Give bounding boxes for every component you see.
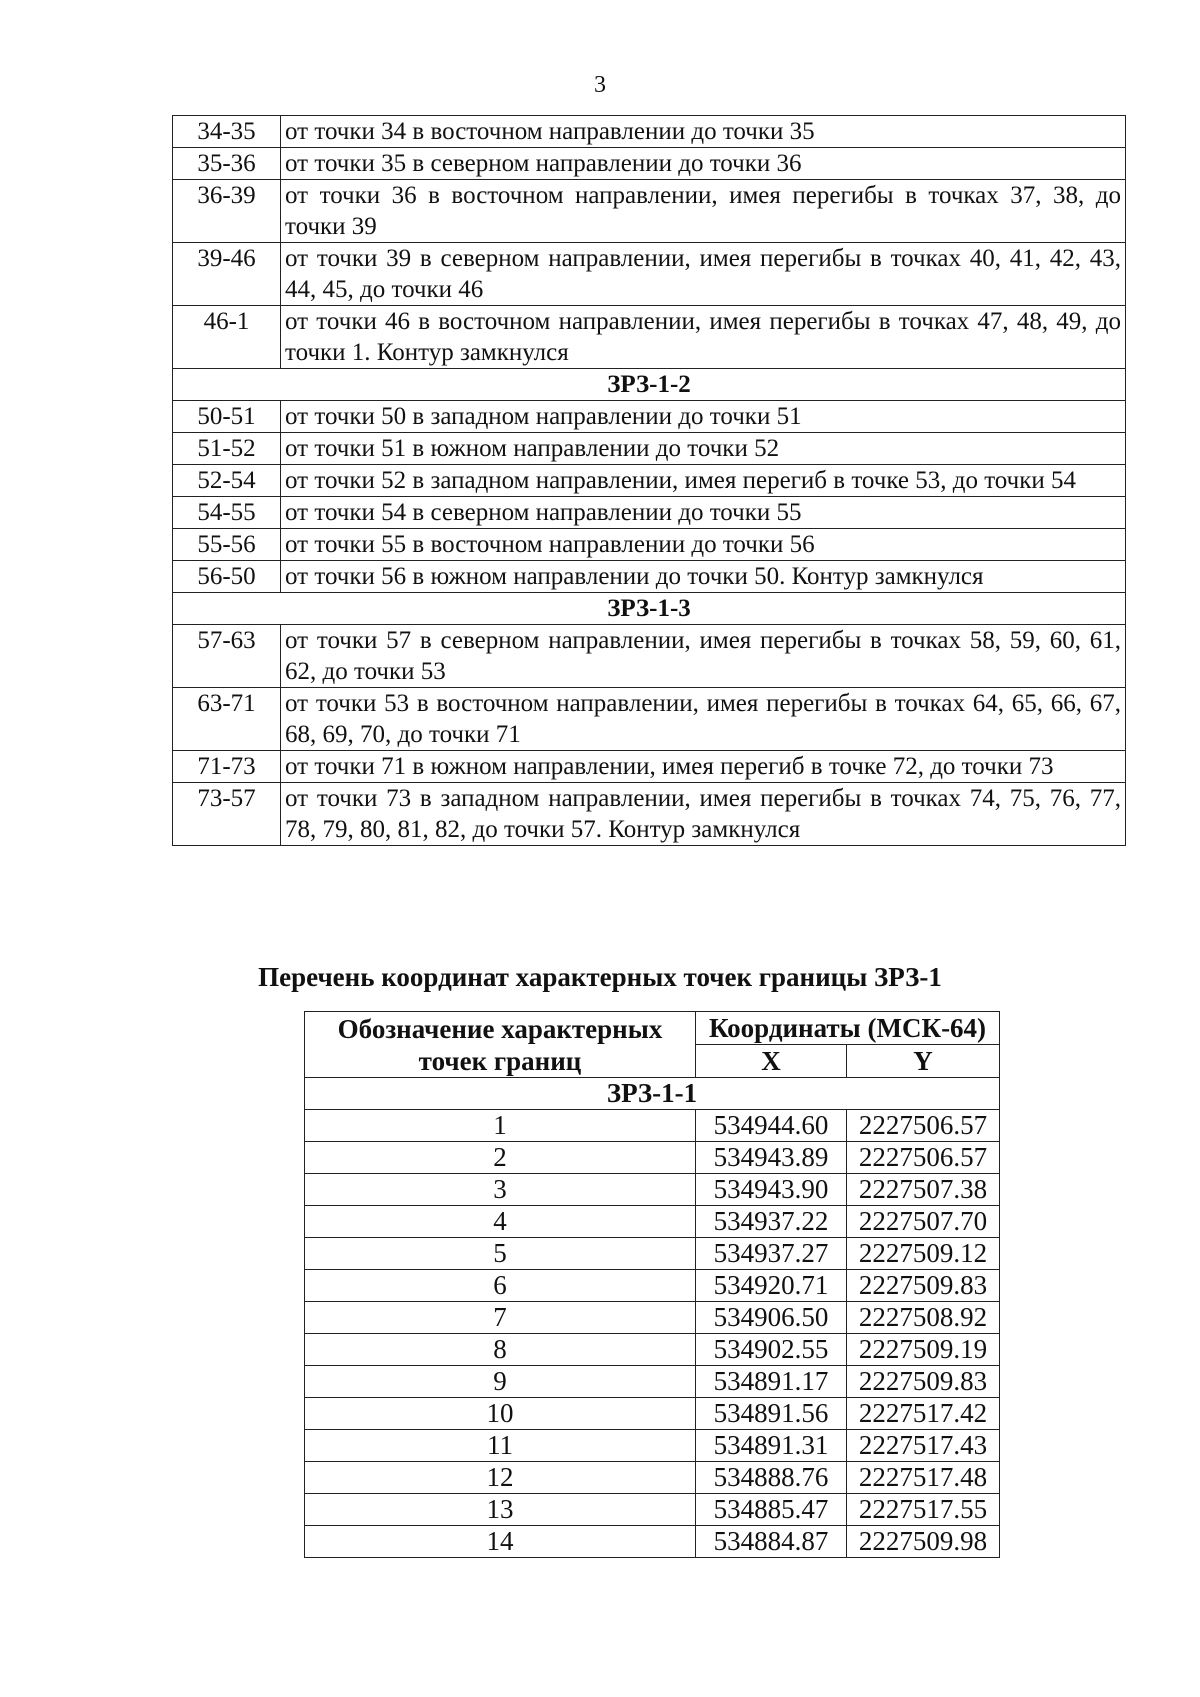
table-row [173, 116, 1126, 148]
segment-cell: 35-36 [173, 148, 281, 180]
point-cell: 11 [305, 1430, 696, 1462]
section-row [305, 1078, 1000, 1110]
point-cell: 9 [305, 1366, 696, 1398]
table-row [305, 1302, 1000, 1334]
y-cell: 2227508.92 [847, 1302, 1000, 1334]
table-row [305, 1110, 1000, 1142]
table-row [305, 1366, 1000, 1398]
table-row [305, 1238, 1000, 1270]
header-points: Обозначение характерных точек границ [305, 1012, 696, 1078]
description-cell: от точки 52 в западном направлении, имея перегиб в точке 53, до точки 54 [281, 465, 1126, 497]
point-cell: 14 [305, 1526, 696, 1558]
point-cell: 13 [305, 1494, 696, 1526]
section-title: ЗРЗ-1-2 [173, 369, 1126, 401]
table-row [173, 529, 1126, 561]
table-row [173, 433, 1126, 465]
x-cell: 534944.60 [696, 1110, 847, 1142]
table-row [305, 1526, 1000, 1558]
header-coordinates: Координаты (МСК-64) [696, 1012, 1000, 1045]
point-cell: 4 [305, 1206, 696, 1238]
segment-cell: 46-1 [173, 306, 281, 369]
coordinates-table-head [305, 1012, 1000, 1078]
point-cell: 3 [305, 1174, 696, 1206]
page-number: 3 [594, 72, 606, 98]
x-cell: 534943.90 [696, 1174, 847, 1206]
segment-cell: 34-35 [173, 116, 281, 148]
point-cell: 2 [305, 1142, 696, 1174]
table-row [173, 148, 1126, 180]
table-row [173, 401, 1126, 433]
point-cell: 10 [305, 1398, 696, 1430]
coordinates-table-body [305, 1078, 1000, 1558]
boundary-description-body [173, 116, 1126, 846]
table-row [305, 1430, 1000, 1462]
segment-cell: 71-73 [173, 751, 281, 783]
x-cell: 534888.76 [696, 1462, 847, 1494]
y-cell: 2227509.12 [847, 1238, 1000, 1270]
coordinates-table [304, 1011, 1000, 1558]
x-cell: 534891.56 [696, 1398, 847, 1430]
description-cell: от точки 55 в восточном направлении до точки 56 [281, 529, 1126, 561]
y-cell: 2227509.83 [847, 1270, 1000, 1302]
x-cell: 534943.89 [696, 1142, 847, 1174]
description-cell: от точки 34 в восточном направлении до точки 35 [281, 116, 1126, 148]
point-cell: 1 [305, 1110, 696, 1142]
boundary-description-table [172, 115, 1126, 846]
table-row [305, 1270, 1000, 1302]
x-cell: 534891.17 [696, 1366, 847, 1398]
table-row [173, 783, 1126, 846]
table-row [305, 1206, 1000, 1238]
table-row [173, 306, 1126, 369]
y-cell: 2227506.57 [847, 1142, 1000, 1174]
description-cell: от точки 36 в восточном направлении, имея перегибы в точках 37, 38, до точки 39 [281, 180, 1126, 243]
point-cell: 6 [305, 1270, 696, 1302]
section-row [173, 593, 1126, 625]
description-cell: от точки 73 в западном направлении, имея перегибы в точках 74, 75, 76, 77, 78, 79, 80, 81, 82, до точки 57. Контур замкнулся [281, 783, 1126, 846]
table-row [173, 561, 1126, 593]
table-row [305, 1398, 1000, 1430]
coordinates-heading: Перечень координат характерных точек границы ЗРЗ-1 [258, 962, 942, 992]
segment-cell: 55-56 [173, 529, 281, 561]
point-cell: 12 [305, 1462, 696, 1494]
point-cell: 8 [305, 1334, 696, 1366]
x-cell: 534920.71 [696, 1270, 847, 1302]
x-cell: 534885.47 [696, 1494, 847, 1526]
description-cell: от точки 50 в западном направлении до точки 51 [281, 401, 1126, 433]
header-y: Y [847, 1045, 1000, 1078]
segment-cell: 54-55 [173, 497, 281, 529]
section-row [173, 369, 1126, 401]
description-cell: от точки 54 в северном направлении до точки 55 [281, 497, 1126, 529]
section-title: ЗРЗ-1-3 [173, 593, 1126, 625]
table-row [173, 465, 1126, 497]
segment-cell: 56-50 [173, 561, 281, 593]
y-cell: 2227507.38 [847, 1174, 1000, 1206]
y-cell: 2227517.43 [847, 1430, 1000, 1462]
y-cell: 2227507.70 [847, 1206, 1000, 1238]
point-cell: 5 [305, 1238, 696, 1270]
header-x: X [696, 1045, 847, 1078]
y-cell: 2227509.98 [847, 1526, 1000, 1558]
segment-cell: 63-71 [173, 688, 281, 751]
table-row [305, 1334, 1000, 1366]
description-cell: от точки 53 в восточном направлении, имея перегибы в точках 64, 65, 66, 67, 68, 69, 70, до точки 71 [281, 688, 1126, 751]
table-row [305, 1142, 1000, 1174]
y-cell: 2227517.42 [847, 1398, 1000, 1430]
table-row [173, 243, 1126, 306]
y-cell: 2227517.48 [847, 1462, 1000, 1494]
segment-cell: 57-63 [173, 625, 281, 688]
y-cell: 2227509.19 [847, 1334, 1000, 1366]
description-cell: от точки 57 в северном направлении, имея перегибы в точках 58, 59, 60, 61, 62, до точки 53 [281, 625, 1126, 688]
segment-cell: 73-57 [173, 783, 281, 846]
segment-cell: 50-51 [173, 401, 281, 433]
x-cell: 534906.50 [696, 1302, 847, 1334]
x-cell: 534891.31 [696, 1430, 847, 1462]
table-row [173, 688, 1126, 751]
description-cell: от точки 35 в северном направлении до точки 36 [281, 148, 1126, 180]
table-row [305, 1494, 1000, 1526]
segment-cell: 36-39 [173, 180, 281, 243]
segment-cell: 51-52 [173, 433, 281, 465]
table-row [173, 180, 1126, 243]
table-row [173, 625, 1126, 688]
y-cell: 2227517.55 [847, 1494, 1000, 1526]
table-row [305, 1462, 1000, 1494]
table-row [305, 1174, 1000, 1206]
table-row [173, 751, 1126, 783]
x-cell: 534937.27 [696, 1238, 847, 1270]
header-row [305, 1012, 1000, 1045]
description-cell: от точки 56 в южном направлении до точки 50. Контур замкнулся [281, 561, 1126, 593]
section-title: ЗРЗ-1-1 [305, 1078, 1000, 1110]
x-cell: 534884.87 [696, 1526, 847, 1558]
description-cell: от точки 46 в восточном направлении, имея перегибы в точках 47, 48, 49, до точки 1. Контур замкнулся [281, 306, 1126, 369]
x-cell: 534902.55 [696, 1334, 847, 1366]
description-cell: от точки 39 в северном направлении, имея перегибы в точках 40, 41, 42, 43, 44, 45, до точки 46 [281, 243, 1126, 306]
segment-cell: 52-54 [173, 465, 281, 497]
segment-cell: 39-46 [173, 243, 281, 306]
description-cell: от точки 71 в южном направлении, имея перегиб в точке 72, до точки 73 [281, 751, 1126, 783]
x-cell: 534937.22 [696, 1206, 847, 1238]
point-cell: 7 [305, 1302, 696, 1334]
y-cell: 2227506.57 [847, 1110, 1000, 1142]
description-cell: от точки 51 в южном направлении до точки 52 [281, 433, 1126, 465]
table-row [173, 497, 1126, 529]
y-cell: 2227509.83 [847, 1366, 1000, 1398]
